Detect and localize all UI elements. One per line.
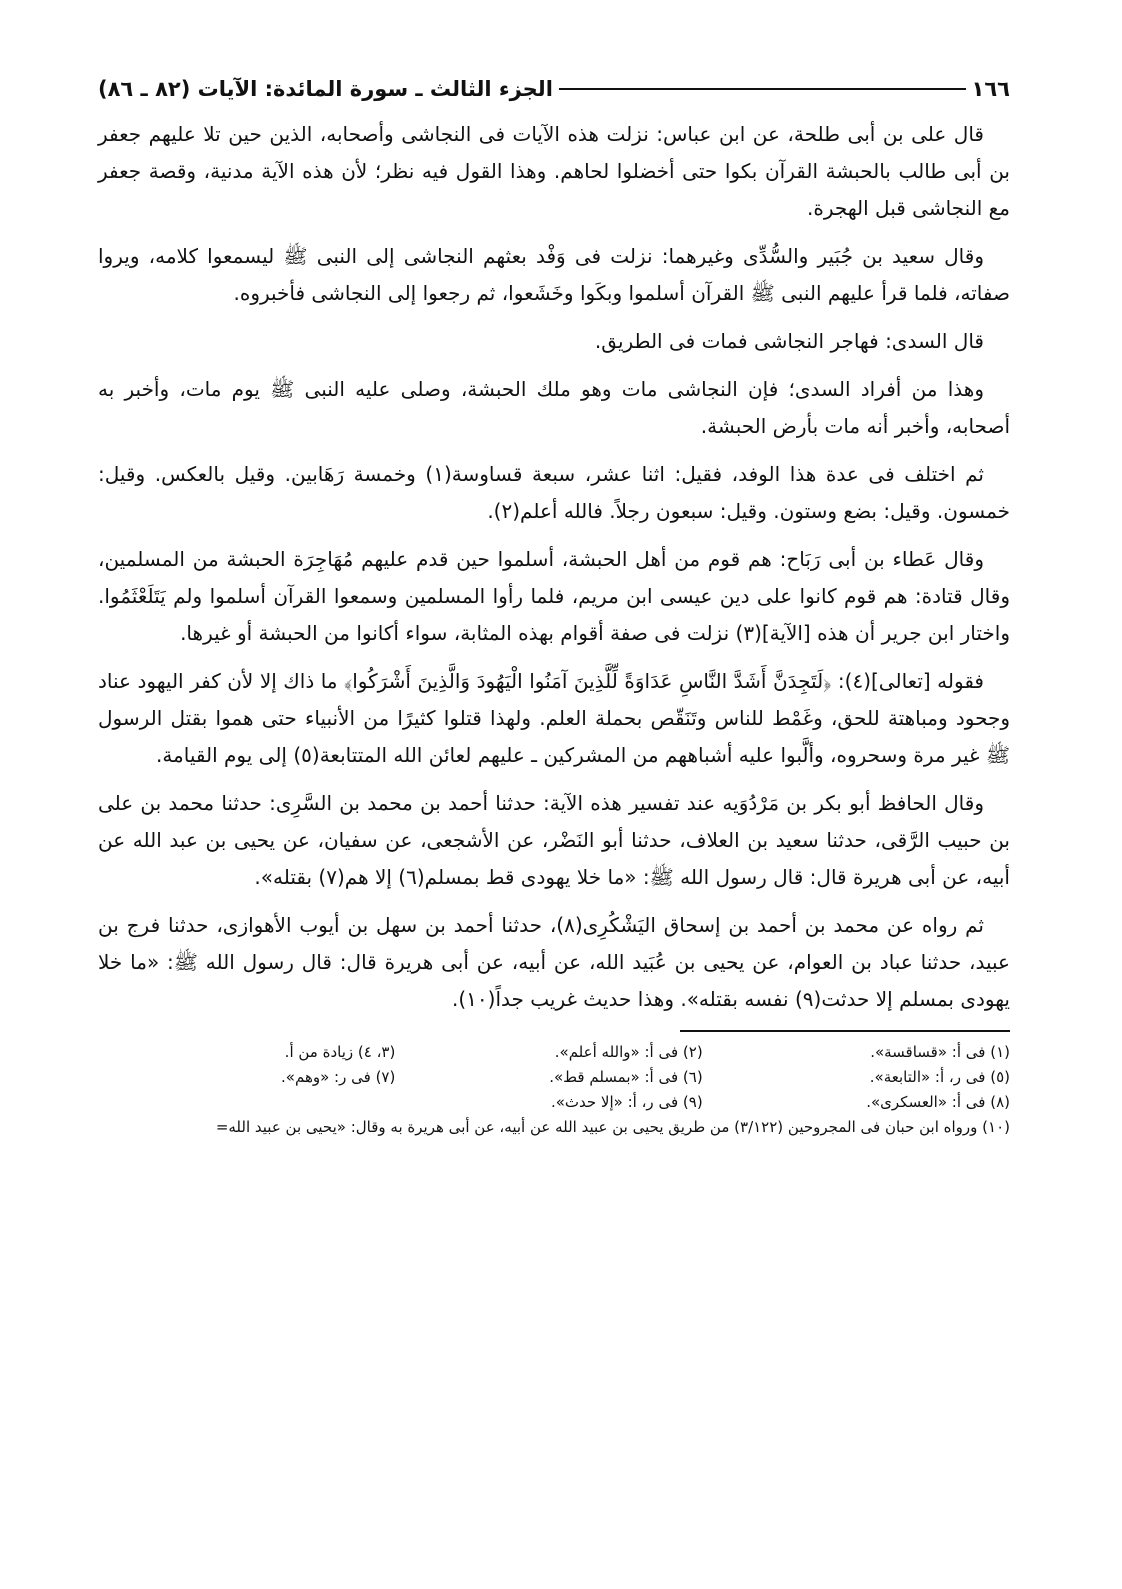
paragraph: وهذا من أفراد السدى؛ فإن النجاشى مات وهو ملك الحبشة، وصلى عليه النبى ﷺ يوم مات، وأخبر به أصحابه، وأخبر أنه مات بأرض الحبشة. — [98, 377, 1010, 438]
header-rule — [559, 88, 966, 90]
paragraph: ثم رواه عن محمد بن أحمد بن إسحاق اليَشْكُرِى(٨)، حدثنا أحمد بن سهل بن أيوب الأهوازى، حدثنا فرج بن عبيد، حدثنا عباد بن العوام، عن يحيى بن عُبَيد الله، عن أبيه، عن أبى هريرة قال: قال رسول الله ﷺ: «ما خلا يهودى بمسلم إلا حدثت(٩) نفسه بقتله». وهذا حديث غريب جداً(١٠). — [98, 913, 1010, 1011]
footnote — [98, 1090, 395, 1115]
running-title: الجزء الثالث ـ سورة المائدة: الآيات (٨٢ ـ ٨٦) — [98, 77, 553, 101]
footnote: (٢) فى أ: «والله أعلم». — [554, 1043, 703, 1061]
paragraph: وقال عَطاء بن أبى رَبَاح: هم قوم من أهل الحبشة، أسلموا حين قدم عليهم مُهَاجِرَة الحبشة من المسلمين، وقال قتادة: هم قوم كانوا على دين عيسى ابن مريم، فلما رأوا المسلمين وسمعوا القرآن أسلموا ولم يَتَلَعْثَمُوا. واختار ابن جرير أن هذه [الآية](٣) نزلت فى صفة أقوام بهذه المثابة، سواء أكانوا من الحبشة أو غيرها. — [98, 547, 1010, 645]
paragraph: ثم اختلف فى عدة هذا الوفد، فقيل: اثنا عشر، سبعة قساوسة(١) وخمسة رَهَابين. وقيل بالعكس. وقيل: خمسون. وقيل: بضع وستون. وقيل: سبعون رجلاً. فالله أعلم(٢). — [98, 462, 1010, 523]
footnote: (٧) فى ر: «وهم». — [281, 1068, 396, 1086]
footnote: (٨) فى أ: «العسكرى». — [866, 1093, 1010, 1111]
footnotes — [98, 1040, 1010, 1140]
footnote: (٣، ٤) زيادة من أ. — [284, 1043, 396, 1061]
footnote-row — [98, 1065, 1010, 1090]
footnote-long: (١٠) ورواه ابن حبان فى المجروحين (٣/١٢٢) من طريق يحيى بن عبيد الله عن أبيه، عن أبى هريرة به وقال: «يحيى بن عبيد الله= — [215, 1118, 1010, 1136]
main-text — [98, 116, 1010, 1018]
paragraph: فقوله [تعالى](٤): ﴿لَتَجِدَنَّ أَشَدَّ النَّاسِ عَدَاوَةً لِّلَّذِينَ آمَنُوا الْيَهُودَ وَالَّذِينَ أَشْرَكُوا﴾ ما ذاك إلا لأن كفر اليهود عناد وجحود ومباهتة للحق، وغَمْط للناس وتَنَقّص بحملة العلم. ولهذا قتلوا كثيرًا من الأنبياء حتى هموا بقتل الرسول ﷺ غير مرة وسحروه، وألَّبوا عليه أشباههم من المشركين ـ عليهم لعائن الله المتتابعة(٥) إلى يوم القيامة. — [98, 669, 1010, 767]
footnote-row — [98, 1090, 1010, 1115]
page-number: ١٦٦ — [971, 77, 1010, 101]
paragraph: وقال سعيد بن جُبَير والسُّدِّى وغيرهما: نزلت فى وَفْد بعثهم النجاشى إلى النبى ﷺ ليسمعوا كلامه، ويروا صفاته، فلما قرأ عليهم النبى ﷺ القرآن أسلموا وبكَوا وخَشَعوا، ثم رجعوا إلى النجاشى فأخبروه. — [98, 244, 1010, 305]
paragraph: قال السدى: فهاجر النجاشى فمات فى الطريق. — [594, 329, 984, 353]
footnote: (٥) فى ر، أ: «التابعة». — [869, 1068, 1010, 1086]
footnote: (١) فى أ: «قساقسة». — [870, 1043, 1010, 1061]
document-page — [98, 72, 1010, 1140]
footnote: (٦) فى أ: «بمسلم قط». — [549, 1068, 703, 1086]
running-header — [98, 72, 1010, 106]
paragraph: قال على بن أبى طلحة، عن ابن عباس: نزلت هذه الآيات فى النجاشى وأصحابه، الذين حين تلا عليهم جعفر بن أبى طالب بالحبشة القرآن بكوا حتى أخضلوا لحاهم. وهذا القول فيه نظر؛ لأن هذه الآية مدنية، وقصة جعفر مع النجاشى قبل الهجرة. — [98, 122, 1010, 220]
footnote: (٩) فى ر، أ: «إلا حدث». — [550, 1093, 703, 1111]
paragraph: وقال الحافظ أبو بكر بن مَرْدُوَيه عند تفسير هذه الآية: حدثنا أحمد بن محمد بن السَّرِى: حدثنا محمد بن على بن حبيب الرَّقى، حدثنا سعيد بن العلاف، حدثنا أبو النَضْر، عن الأشجعى، عن سفيان، عن يحيى بن عبد الله عن أبيه، عن أبى هريرة قال: قال رسول الله ﷺ: «ما خلا يهودى قط بمسلم(٦) إلا هم(٧) بقتله». — [98, 791, 1010, 889]
footnote-separator — [680, 1030, 1010, 1032]
footnote-row — [98, 1040, 1010, 1065]
